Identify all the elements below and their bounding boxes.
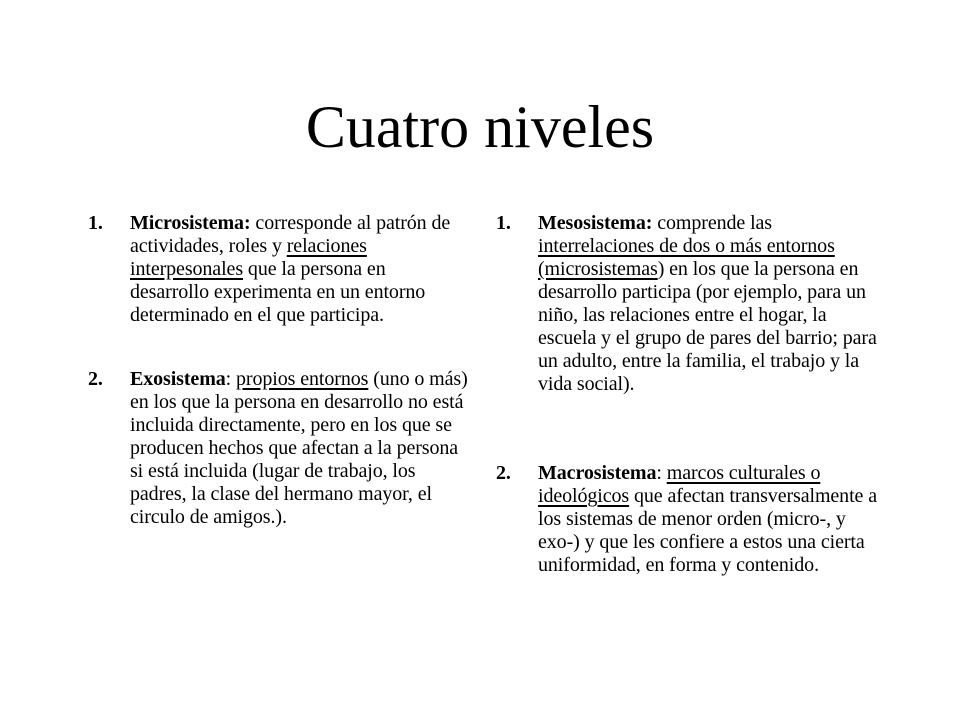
item-term: Exosistema <box>130 368 226 390</box>
item-term: Mesosistema: <box>538 212 653 234</box>
item-underlined-text: propios entornos <box>236 368 369 390</box>
list-item-microsistema <box>88 212 468 327</box>
item-underlined-text: marcos culturales o ideológicos <box>538 462 821 507</box>
item-text: comprende las <box>652 212 772 234</box>
list-item-mesosistema <box>496 212 886 396</box>
left-column <box>88 212 468 529</box>
item-underlined-text: interrelaciones de dos o más entornos (microsistemas <box>538 235 835 280</box>
item-number: 2. <box>88 368 103 390</box>
item-text: : <box>656 462 667 484</box>
list-item-macrosistema <box>496 462 886 577</box>
item-number: 1. <box>88 212 103 234</box>
item-term: Macrosistema <box>538 462 657 484</box>
item-text: ) en los que la persona en desarrollo participa (por ejemplo, para un niño, las relaciones entre el hogar, la escuela y el grupo de pares del barrio; para un adulto, entre la familia, el trabajo y la vida social). <box>538 258 877 395</box>
item-number: 1. <box>496 212 511 234</box>
item-underlined-text: relaciones interpesonales <box>130 235 367 280</box>
item-text: : <box>225 368 237 390</box>
item-text: que afectan transversalmente a los sistemas de menor orden (micro-, y exo-) y que les confiere a estos una cierta uniformidad, en forma y contenido. <box>538 485 877 576</box>
item-term: Microsistema: <box>130 212 251 234</box>
right-column <box>496 212 886 577</box>
item-text: corresponde al patrón de actividades, roles y <box>130 212 451 257</box>
slide-title: Cuatro niveles <box>305 94 655 160</box>
list-item-exosistema <box>88 368 468 529</box>
item-text: que la persona en desarrollo experimenta en un entorno determinado en el que participa. <box>130 258 426 326</box>
item-number: 2. <box>496 462 511 484</box>
item-text: (uno o más) en los que la persona en desarrollo no está incluida directamente, pero en los que se producen hechos que afectan a la persona si está incluida (lugar de trabajo, los padres, la clase del hermano mayor, el circulo de amigos.). <box>130 368 468 528</box>
